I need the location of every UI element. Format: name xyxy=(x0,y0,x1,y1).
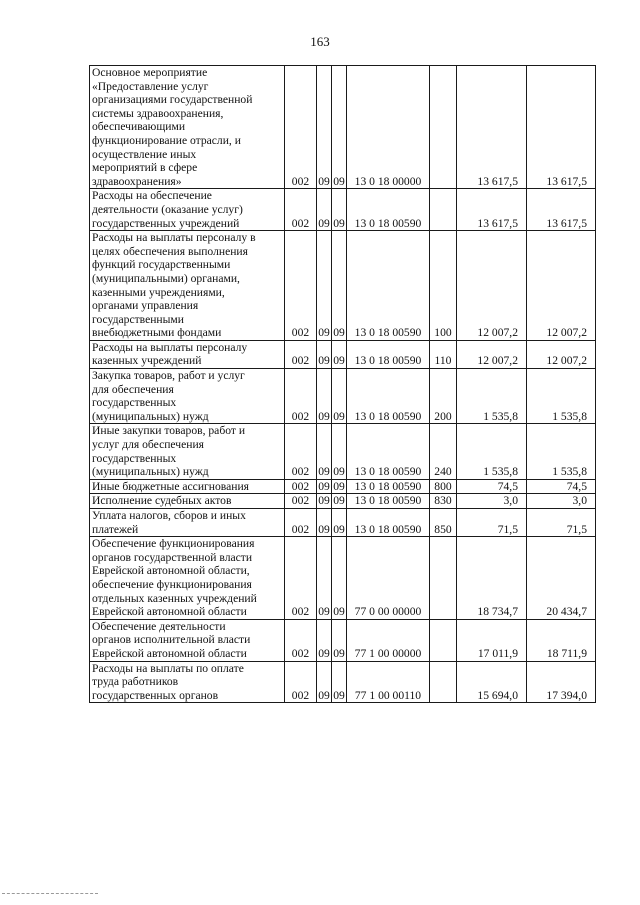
ministry-code: 002 xyxy=(285,494,317,509)
ministry-code: 002 xyxy=(285,66,317,189)
section-code: 09 xyxy=(317,537,332,620)
table-row xyxy=(90,424,596,479)
sum-year-2: 1 535,8 xyxy=(527,424,596,479)
target-article-code: 13 0 18 00590 xyxy=(347,340,430,368)
subsection-code: 09 xyxy=(332,619,347,661)
expense-type-code xyxy=(430,661,457,703)
target-article-code: 13 0 18 00590 xyxy=(347,369,430,424)
ministry-code: 002 xyxy=(285,231,317,341)
expense-type-code: 830 xyxy=(430,494,457,509)
sum-year-1: 1 535,8 xyxy=(457,424,527,479)
section-code: 09 xyxy=(317,619,332,661)
sum-year-1: 13 617,5 xyxy=(457,189,527,231)
subsection-code: 09 xyxy=(333,479,345,493)
expense-type-code xyxy=(430,189,457,231)
sum-year-2: 12 007,2 xyxy=(527,340,596,368)
target-article-code: 13 0 18 00590 xyxy=(347,424,430,479)
subsection-code: 09 xyxy=(332,189,347,231)
ministry-code: 002 xyxy=(285,189,317,231)
ministry-code: 002 xyxy=(285,619,317,661)
row-name: Исполнение судебных актов xyxy=(90,494,285,509)
sum-year-2: 17 394,0 xyxy=(527,661,596,703)
table-row xyxy=(90,494,596,509)
target-article-code: 13 0 18 00590 xyxy=(347,494,430,509)
sum-year-1: 74,5 xyxy=(457,479,527,494)
expense-type-code: 200 xyxy=(430,369,457,424)
row-name: Иные бюджетные ассигнования xyxy=(90,479,285,494)
sum-year-2: 12 007,2 xyxy=(527,231,596,341)
target-article-code: 77 1 00 00000 xyxy=(347,619,430,661)
row-name: Обеспечение деятельности органов исполнительной власти Еврейской автономной области xyxy=(90,619,285,661)
row-name: Обеспечение функционирования органов государственной власти Еврейской автономной области, обеспечение функционирования отдельных казенных учреждений Еврейской автономной области xyxy=(90,537,285,620)
target-article-code: 13 0 18 00590 xyxy=(347,189,430,231)
ministry-code: 002 xyxy=(285,537,317,620)
sum-year-1: 71,5 xyxy=(457,509,527,537)
sum-year-1: 18 734,7 xyxy=(457,537,527,620)
row-name: Расходы на выплаты по оплате труда работников государственных органов xyxy=(90,661,285,703)
sum-year-2: 74,5 xyxy=(527,479,596,494)
expense-type-code xyxy=(430,66,457,189)
row-name: Расходы на выплаты персоналу казенных учреждений xyxy=(90,340,285,368)
table-row xyxy=(90,231,596,341)
row-name: Уплата налогов, сборов и иных платежей xyxy=(90,509,285,537)
sum-year-1: 17 011,9 xyxy=(457,619,527,661)
subsection-code: 09 xyxy=(332,661,347,703)
subsection-code: 09 xyxy=(332,537,347,620)
subsection-code: 09 xyxy=(332,66,347,189)
budget-table xyxy=(89,65,596,703)
ministry-code: 002 xyxy=(285,479,317,494)
expense-type-code: 110 xyxy=(430,340,457,368)
section-code: 09 xyxy=(318,479,330,493)
sum-year-2: 1 535,8 xyxy=(527,369,596,424)
subsection-code: 09 xyxy=(332,509,347,537)
subsection-code: 09 xyxy=(332,231,347,341)
table-row xyxy=(90,619,596,661)
sum-year-1: 1 535,8 xyxy=(457,369,527,424)
row-name: Основное мероприятие «Предоставление услуг организациями государственной системы здравоохранения, обеспечивающими функционирование отрасли, и осуществление иных мероприятий в сфере здравоохранения» xyxy=(90,66,285,189)
section-code: 09 xyxy=(317,66,332,189)
ministry-code: 002 xyxy=(285,424,317,479)
table-row xyxy=(90,537,596,620)
table-row xyxy=(90,340,596,368)
table-row xyxy=(90,479,596,494)
subsection-code: 09 xyxy=(332,340,347,368)
section-code: 09 xyxy=(317,340,332,368)
expense-type-code xyxy=(430,537,457,620)
sum-year-2: 18 711,9 xyxy=(527,619,596,661)
table-row xyxy=(90,189,596,231)
sum-year-2: 13 617,5 xyxy=(527,189,596,231)
page-number: 163 xyxy=(310,34,330,49)
subsection-code: 09 xyxy=(332,369,347,424)
row-name: Расходы на выплаты персоналу в целях обеспечения выполнения функций государственными (муниципальными) органами, казенными учреждениями, органами управления государственными внебюджетными фондами xyxy=(90,231,285,341)
subsection-code: 09 xyxy=(332,424,347,479)
expense-type-code: 850 xyxy=(430,509,457,537)
sum-year-1: 12 007,2 xyxy=(457,231,527,341)
section-code: 09 xyxy=(318,494,330,508)
section-code: 09 xyxy=(317,661,332,703)
expense-type-code: 240 xyxy=(430,424,457,479)
expense-type-code xyxy=(430,619,457,661)
budget-table-body xyxy=(90,66,596,703)
target-article-code: 77 0 00 00000 xyxy=(347,537,430,620)
section-code: 09 xyxy=(317,369,332,424)
sum-year-2: 3,0 xyxy=(527,494,596,509)
table-row xyxy=(90,661,596,703)
sum-year-1: 13 617,5 xyxy=(457,66,527,189)
target-article-code: 77 1 00 00110 xyxy=(347,661,430,703)
section-code: 09 xyxy=(317,231,332,341)
section-code: 09 xyxy=(317,424,332,479)
sum-year-2: 20 434,7 xyxy=(527,537,596,620)
target-article-code: 13 0 18 00000 xyxy=(347,66,430,189)
sum-year-1: 12 007,2 xyxy=(457,340,527,368)
expense-type-code: 100 xyxy=(430,231,457,341)
ministry-code: 002 xyxy=(285,509,317,537)
table-row xyxy=(90,369,596,424)
sum-year-2: 71,5 xyxy=(527,509,596,537)
sum-year-1: 3,0 xyxy=(457,494,527,509)
sum-year-1: 15 694,0 xyxy=(457,661,527,703)
expense-type-code: 800 xyxy=(430,479,457,494)
row-name: Расходы на обеспечение деятельности (оказание услуг) государственных учреждений xyxy=(90,189,285,231)
table-row xyxy=(90,509,596,537)
ministry-code: 002 xyxy=(285,369,317,424)
scan-artifact-line xyxy=(2,893,98,895)
table-row xyxy=(90,66,596,189)
section-code: 09 xyxy=(317,189,332,231)
section-code: 09 xyxy=(317,509,332,537)
subsection-code: 09 xyxy=(333,494,345,508)
target-article-code: 13 0 18 00590 xyxy=(347,479,430,494)
target-article-code: 13 0 18 00590 xyxy=(347,231,430,341)
ministry-code: 002 xyxy=(285,340,317,368)
ministry-code: 002 xyxy=(285,661,317,703)
row-name: Закупка товаров, работ и услуг для обеспечения государственных (муниципальных) нужд xyxy=(90,369,285,424)
sum-year-2: 13 617,5 xyxy=(527,66,596,189)
row-name: Иные закупки товаров, работ и услуг для обеспечения государственных (муниципальных) нужд xyxy=(90,424,285,479)
target-article-code: 13 0 18 00590 xyxy=(347,509,430,537)
